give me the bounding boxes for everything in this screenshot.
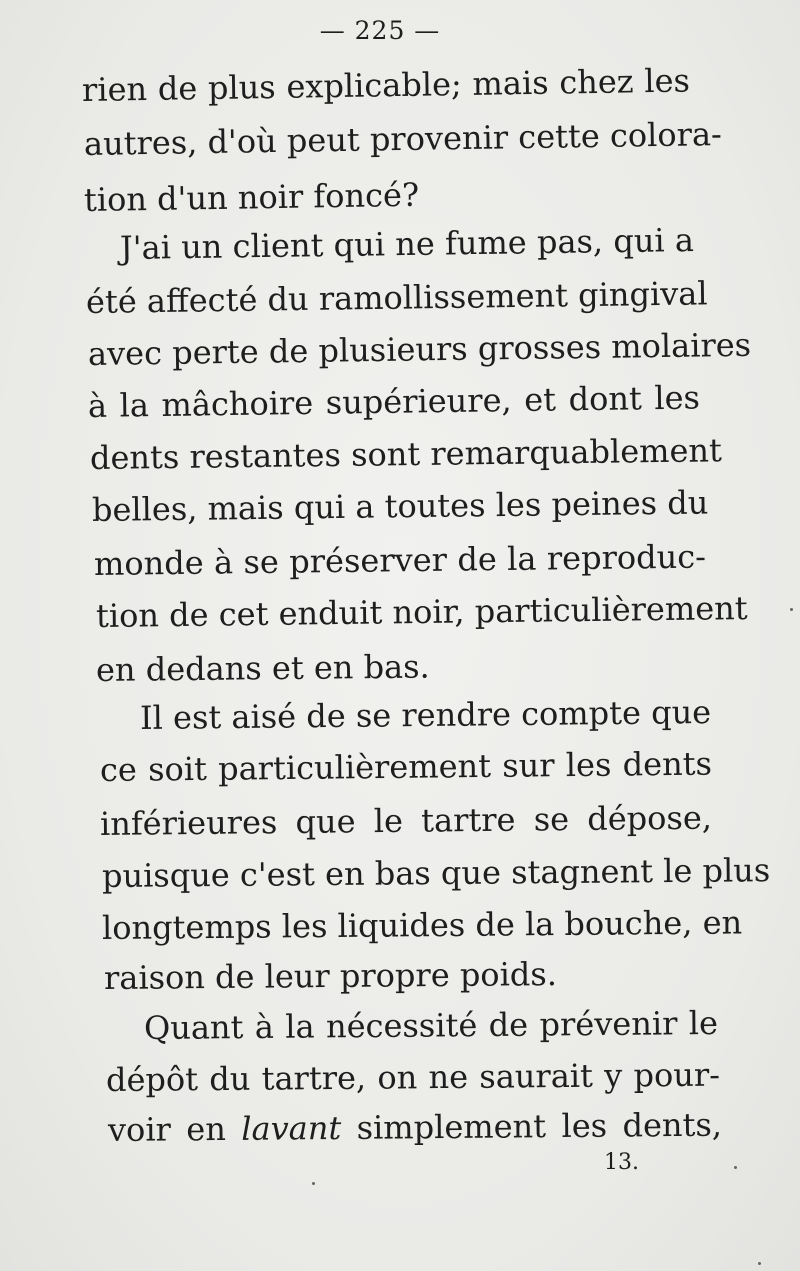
- text-line: raison de leur propre poids.: [103, 955, 558, 997]
- text-line: inférieures que le tartre se dépose,: [99, 798, 713, 843]
- text-line: ce soit particulièrement sur les dents: [99, 744, 713, 789]
- page-number-header: — 225 —: [319, 16, 441, 45]
- text-line: en dedans et en bas.: [95, 647, 430, 689]
- paper-speck: [734, 1166, 737, 1169]
- text-line: belles, mais qui a toutes les peines du: [91, 483, 709, 529]
- text-segment: voir en: [107, 1109, 242, 1149]
- text-line: été affecté du ramollissement gingival: [85, 274, 708, 321]
- text-line: Il est aisé de se rendre compte que: [139, 693, 712, 737]
- text-segment: simplement les dents,: [341, 1105, 723, 1147]
- text-line: Quant à la nécessité de prévenir le: [143, 1003, 719, 1047]
- text-line: longtemps les liquides de la bouche, en: [101, 903, 743, 947]
- text-line: tion de cet enduit noir, particulièrement: [95, 589, 748, 635]
- text-line: rien de plus explicable; mais chez les: [81, 61, 691, 109]
- text-line: avec perte de plusieurs grosses molaires: [87, 325, 752, 373]
- text-line: tion d'un noir foncé?: [83, 175, 420, 219]
- paper-speck: [758, 1262, 761, 1265]
- text-line: dents restantes sont remarquablement: [89, 431, 723, 477]
- text-line: monde à se préserver de la reproduc-: [93, 537, 707, 583]
- signature-mark: 13.: [604, 1150, 639, 1175]
- last-text-line: [107, 1105, 723, 1149]
- text-line: dépôt du tartre, on ne saurait y pour-: [105, 1055, 721, 1099]
- italic-word: lavant: [241, 1108, 342, 1148]
- paper-speck: [790, 608, 793, 611]
- text-line: autres, d'où peut provenir cette colora-: [83, 114, 723, 163]
- text-line: puisque c'est en bas que stagnent le plus: [101, 851, 771, 895]
- paper-speck: [312, 1182, 315, 1185]
- text-line: à la mâchoire supérieure, et dont les: [87, 378, 701, 425]
- text-line: J'ai un client qui ne fume pas, qui a: [119, 220, 695, 267]
